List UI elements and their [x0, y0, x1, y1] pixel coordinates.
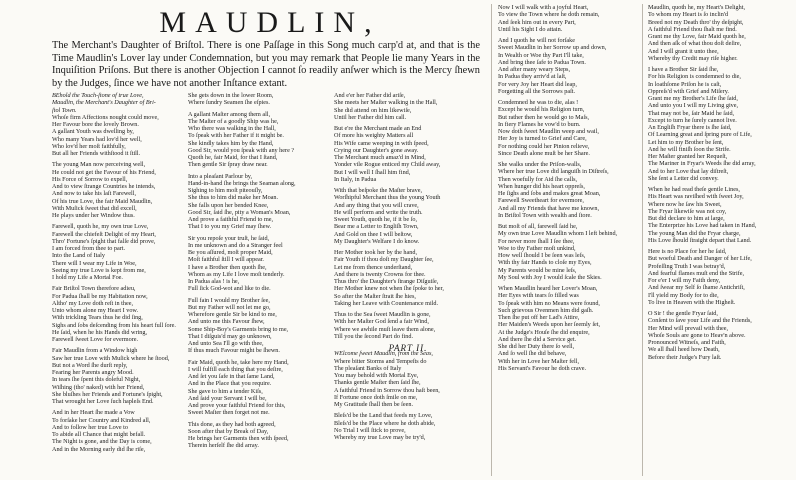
verse-line: Wherefore gentle Sir be kind to me, [188, 311, 277, 318]
verse-line: Until her Father did him call. [334, 113, 407, 121]
verse-line: Oppreſs'd with Grief and Miſery. [648, 87, 729, 95]
verse-line: Thanks gentle Maſter then ſaid ſhe, [334, 379, 421, 387]
verse-line: But my Father will not let me go, [188, 303, 271, 311]
verse-line: My Daughter's Welfare I do know. [334, 237, 420, 245]
verse-line: Fair Youth if thou doſt my Daughter ſee, [334, 256, 434, 264]
verse-line: And ſaid your Servant I will be, [188, 394, 267, 402]
verse-line: But moſt of all, farewell ſaid he, [498, 223, 578, 230]
verse-line: With thy fair Hands to cloſe my Eyes, [498, 259, 592, 267]
verse-line: Who there was walking in the Hall, [188, 125, 276, 132]
verse-line: And he will finiſh ſoon the Strife. [648, 145, 731, 153]
verse-line: In Italy, in Padua [334, 175, 377, 183]
verse-line: I have a Brother Sir ſaid ſhe, [648, 66, 719, 73]
verse-line: We all ſhall heed how Death, [648, 346, 720, 354]
verse-line: With Muſick ſweet that did excell, [52, 204, 137, 212]
verse-line: The Night is gone, and the Day is come, [52, 438, 152, 446]
verse-line: The pleaſant Banks of Italy [334, 364, 402, 372]
verse-line: Be you aſſured, moſt proper Maid, [188, 249, 273, 256]
verse-line: Thus thro' the Daughter's ſtrange Diſguiſe, [334, 278, 439, 285]
verse-line: To whom my Heart is ſo inclin'd [648, 11, 729, 19]
verse-line: Breed not my Death thro' thy deſpight, [648, 18, 744, 26]
verse-line: Now I will walk with a joyful Heart, [498, 4, 589, 11]
verse-column-2 [188, 92, 328, 478]
verse-line: You may behold with Mortal Eye, [334, 372, 419, 379]
verse-line: Let him to my Brother be ſent, [648, 138, 724, 146]
verse-line: And e'er her Father did ariſe, [334, 92, 406, 99]
verse-line: And prove a faithful Friend to me, [188, 216, 274, 223]
verse-line: Her Eyes with tears ſo filled was [498, 292, 579, 300]
verse-line: Farewell Sweetheart for evermore, [498, 197, 584, 205]
verse-line: His Force of Sorrow to expell, [52, 175, 128, 183]
verse-line: No Trial I will ſtick to prove, [334, 426, 406, 434]
verse-line: My own true Love Maudlin whom I left behind, [498, 230, 618, 238]
verse-line: She falls upon her bended Knee, [188, 201, 269, 209]
verse-line: But I will well I ſhall him find, [334, 168, 411, 176]
verse-line: His Wife came weeping in with ſpeed, [334, 139, 429, 147]
verse-line: Except he would his Religion turn, [498, 106, 585, 114]
verse-line: Where ſundry Seamen ſhe eſpies. [188, 99, 270, 107]
verse-line: My Gratitude ſhall then be ſeen. [334, 401, 414, 408]
verse-line: And I quoth he will not forſake [498, 37, 575, 44]
verse-line: But not a Word ſhe durſt reply, [52, 361, 128, 369]
verse-line: Now doth ſweet Maudlin weep and wail, [498, 128, 599, 135]
verse-line: Who many Years had lov'd her well, [52, 135, 142, 143]
verse-line: And now to take his laſt Farewell, [52, 190, 137, 198]
verse-line: Except to turn he ſurely cannot live. [648, 116, 737, 124]
verse-line: In Padua alas ! is he, [188, 278, 240, 285]
verse-line: Condemned he was to die, alas ! [498, 99, 579, 106]
verse-line: Her Mother knew not when ſhe ſpoke to her, [334, 285, 444, 293]
verse-line: Of Learning great and ſpring pure of Life, [648, 131, 752, 139]
verse-line: Then ſhe put off her Lad's Attire, [498, 314, 580, 321]
verse-line: Maudlin, quoth he, my Heart's Delight, [648, 4, 746, 11]
verse-line: And bring thee ſafe to Padua Town. [498, 58, 586, 66]
verse-line: That may not be, ſair Maid he ſaid, [648, 109, 735, 117]
verse-line: ſtol Town. [52, 106, 77, 114]
verse-line: In fiery Flames he vow'd to burn. [498, 120, 581, 128]
verse-line: So after the Maſter ſtrait ſhe hies, [334, 292, 416, 300]
verse-line: Whereby thy Credit may riſe higher. [648, 54, 738, 62]
verse-line: Of his true Love, the fair Maid Maudlin, [52, 197, 153, 205]
verse-line: His Servant's Favour he doth crave. [498, 364, 587, 372]
verse-line: For nothing could her Pinion relieve, [498, 142, 590, 150]
verse-line: She kindly takes him by the Hand, [188, 139, 274, 147]
verse-line: And then aſk of what thou doſt deſire, [648, 40, 742, 48]
verse-line: To ſpeak with her Father if it might be. [188, 132, 284, 140]
verse-line: He will perform and write the truth. [334, 208, 423, 216]
verse-line: Taking her Leave with Countenance mild. [334, 299, 439, 307]
verse-line: The young Man did the Fryar charge, [648, 229, 741, 237]
verse-line: But all her Friends withſtood it ſtill. [52, 150, 141, 157]
verse-line: WElcome ſweet Maudlin, from the Seas, [334, 350, 433, 358]
verse-line: Since Death alone muſt be her Share. [498, 149, 590, 157]
verse-line: She ſent a Letter did convey. [648, 174, 719, 182]
verse-line: Till you the ſecond Part do find. [334, 332, 414, 340]
verse-line: For his Religion is condemned to die, [648, 73, 741, 81]
verse-line: Her Maſter granted her Requeſt, [648, 153, 728, 160]
verse-line: Saw her true Love with Muſick where he ſtood, [52, 354, 170, 362]
verse-line: She did attend on him likewiſe, [334, 106, 412, 114]
verse-line: But rather then he would go to Maſs, [498, 113, 590, 121]
verse-line: Forgetting all the Sorrows paſt. [498, 87, 576, 95]
verse-line: Her Mind will prevail with thee, [648, 324, 729, 332]
verse-line: Bleſs'd be the Land that feeds my Love, [334, 412, 433, 420]
verse-line: Into a pleaſant Parlour by, [188, 172, 253, 180]
verse-line: But did declare to him at large, [648, 215, 725, 222]
verse-line: He could not get the Favour of his Friend, [52, 168, 156, 176]
verse-line: Hand-in-hand ſhe brings the Seaman along, [188, 179, 296, 187]
verse-column-5 [648, 4, 792, 478]
verse-line: She did her Duty there ſo well, [498, 343, 575, 350]
verse-line: Crying our Daughter's gone away. [334, 146, 419, 154]
verse-line: Sweet Maſter then forget not me. [188, 409, 270, 417]
verse-line: She meets her Maſter walking in the Hall, [334, 99, 438, 107]
verse-line: If thus much Favour might be ſhewn. [188, 347, 280, 355]
verse-line: A gallant Maſter among them all, [188, 110, 271, 118]
verse-line: When Maudlin heard her Lover's Moan, [498, 285, 598, 292]
verse-line: Full fain I would my Brother ſee, [188, 296, 270, 304]
verse-line: Moſt faithful ſtill I will appear. [188, 256, 264, 264]
verse-line: Quoth he, fair Maid, for that I ſtand, [188, 154, 278, 161]
verse-line: And to her Love that lay diſtreſt, [648, 167, 729, 175]
verse-column-3 [334, 92, 482, 478]
verse-line: And in her Heart ſhe made a Vow [52, 409, 135, 417]
verse-line: She walks under the Priſon-walls, [498, 161, 582, 168]
verse-line: Fair Maid, quoth he, take here my Hand, [188, 358, 289, 366]
verse-line: The young Man now perceiving well, [52, 161, 146, 169]
verse-line: And ſeek him out in every Part, [498, 18, 576, 26]
verse-line: When he had read theſe gentle Lines, [648, 186, 740, 193]
verse-line: Fearing her Parents angry Mood. [52, 369, 134, 376]
verse-line: Her Maiden's Weeds upon her ſeemly ſet, [498, 321, 601, 329]
verse-line: In tears ſhe ſpent this doleful Night, [52, 376, 141, 384]
verse-line: And fearful flames muſt end the Strife, [648, 269, 745, 277]
verse-line: Farewell ſweet Love for evermore. [52, 336, 139, 343]
verse-line: An Engliſh Fryar there is ſhe ſaid, [648, 124, 732, 131]
verse-line: Maudlin, the Merchant's Daughter of Bri- [52, 99, 156, 107]
verse-line: To ſpeak with him no Means were found, [498, 299, 600, 307]
verse-line: Whoſe Souls are gone to Heav'n above. [648, 331, 746, 339]
verse-line: Farewell, quoth he, my own true Love, [52, 223, 149, 231]
verse-line: Sweet Youth, quoth he, if it be ſo, [334, 216, 418, 223]
verse-line: In Wealth or Woe thy Part I'll take, [498, 51, 584, 59]
verse-line: And there is twenty Crowns for thee. [334, 270, 426, 278]
verse-line: With her in Love her Maſter fell, [498, 357, 580, 365]
verse-line: Conſent to ſave your Life and the Friends, [648, 317, 752, 325]
verse-line: I will fulfill each thing that you deſire, [188, 365, 283, 373]
verse-line: The Fryar likewiſe was not coy, [648, 207, 727, 215]
verse-line: With that beſpoke the Maſter brave, [334, 187, 423, 194]
part-heading: PART II. [388, 343, 428, 353]
verse-line: Her Joy is turned to Grief and Care, [498, 135, 587, 143]
verse-line: Some Ship-Boy's Garments bring to me, [188, 325, 289, 333]
verse-line: How well ſhould I be ſeen was leſs, [498, 252, 586, 259]
verse-line: Full ſick God-wot and like to die. [188, 285, 271, 293]
verse-line: Thus to the Sea ſweet Maudlin is gone, [334, 311, 431, 318]
verse-line: And in the Morning early did ſhe riſe, [52, 445, 146, 453]
verse-line: To abide all Chance that might befall. [52, 431, 146, 438]
verse-line: For e'er I will my Faith deny, [648, 277, 721, 284]
verse-line: The Mariner in Fryar's Weeds ſhe did array, [648, 160, 756, 168]
verse-line: Such grievous Ovenmen him did gaſh. [498, 306, 594, 314]
verse-line: And all my Friends that have me known, [498, 204, 600, 212]
verse-line: When hunger did his heart oppreſs, [498, 182, 585, 190]
verse-line: Soon after that by Break of Day, [188, 427, 269, 435]
verse-line: Profeſſing Truth I was betray'd, [648, 262, 726, 270]
verse-line: In Briſtol Town with wealth and ſtore. [498, 211, 592, 219]
verse-line: Grant me my Brother's Life ſhe ſaid, [648, 95, 738, 102]
verse-line: Unto whom alone my Heart I vow. [52, 307, 139, 314]
verse-line: I'll yield my Body for to die, [648, 291, 719, 299]
verse-line: Yonder vile Rogue enticed my Child away, [334, 161, 441, 169]
verse-line: For Padua ſhall be my Habitation now, [52, 292, 148, 300]
verse-line: She gets down in the lower Room, [188, 92, 274, 99]
verse-line: Who lov'd her moſt faithfully, [52, 142, 126, 150]
verse-line: Fair Maudlin from a Window high [52, 347, 138, 355]
verse-line: Woe to thy Father moſt unkind, [498, 244, 576, 252]
verse-line: Seeing my true Love is kept from me, [52, 266, 146, 274]
verse-line: I am forced from thee to part. [52, 245, 126, 252]
verse-line: Before their Judge's Fury laſt. [648, 353, 722, 361]
verse-line: Therein herſelf ſhe did array. [188, 442, 259, 450]
intro-paragraph: The Merchant's Daughter of Briſtol. There is one Paſſage in this Song much carp'd at, and that is the Time Maudlin's Lover lay under Condemnation, but you may remark that People lie many Years in the Inquiſition Priſons. But there is another Objection I cannot ſo readily anſwer which is the Mercy ſhewn by the Judges, ſince we have not another Inſtance extant. [52, 40, 480, 89]
verse-line: A gallant Youth was dwelling by, [52, 128, 134, 136]
verse-line: A faithful Friend in Sorrow thou haſt been, [334, 386, 440, 394]
verse-line: Where bitter Storms and Tempeſts do [334, 357, 427, 365]
verse-line: And ſo well ſhe did behave, [498, 350, 567, 358]
verse-line: Where now he ſaw his Sweet, [648, 200, 722, 208]
verse-line: Wiſhing (tho' naked) with her Friend, [52, 383, 145, 391]
verse-line: At the Judge's Houſe ſhe did enquire, [498, 328, 590, 336]
verse-line: Whom as my Life I love moſt tenderly. [188, 270, 285, 278]
verse-line: He brings her Garments then with ſpeed, [188, 435, 289, 442]
verse-line: And to follow her true Love to [52, 423, 128, 431]
verse-line: And ſet you ſafe in that ſame Land, [188, 373, 275, 380]
verse-line: Sweet Maudlin in her Sorrow up and down, [498, 44, 607, 52]
verse-line: But e're the Merchant made an End [334, 125, 422, 132]
verse-line: And unto me this Favour ſhew, [188, 318, 265, 326]
verse-line: And any thing that you will crave, [334, 201, 419, 209]
verse-line: My Parents would be mine leſs, [498, 266, 577, 274]
verse-line: O Sir ! the gentle Fryar ſaid, [648, 310, 718, 317]
verse-line: And prove your faithful Friend for this, [188, 402, 286, 409]
verse-line: Thro' Fortune's ſpight that falſe did prove, [52, 237, 156, 245]
verse-line: Where her true Love did languiſh in Diſtreſs, [498, 168, 609, 176]
verse-line: If Fortune once doth ſmile on me, [334, 393, 418, 401]
verse-line: Until his Sight I do attain. [498, 25, 563, 33]
verse-line: Whereby my true Love may be try'd, [334, 434, 426, 441]
verse-line: The Enterprize his Love had taken in Hand, [648, 222, 757, 230]
verse-line: And after many weary Steps, [498, 66, 570, 73]
verse-line: His Love ſhould ſtraight depart that Land. [648, 236, 752, 244]
verse-line: Sighs and ſobs deſcending from his heart full ſore. [52, 321, 176, 329]
verse-line: Then gentle Sir ſpray draw near. [188, 161, 268, 169]
verse-line: Bleſs'd be the Place where he doth abide, [334, 419, 436, 427]
verse-line: To view the Town where he doth remain, [498, 11, 600, 19]
verse-line: His Heart was raviſhed with ſweet Joy, [648, 193, 744, 201]
verse-line: He ſighs and ſobs and makes great Moan, [498, 190, 601, 197]
verse-line: The Merchant much amaz'd in Mind, [334, 154, 426, 161]
verse-line: To forſake her Country and Kindred all, [52, 416, 151, 424]
verse-line: Good Sir, ſaid ſhe, pity a Woman's Moan, [188, 208, 291, 216]
verse-line: Her Mother took her by the hand, [334, 249, 417, 256]
verse-line: There will I wear my Life in Woe, [52, 259, 137, 267]
verse-line: BEhold the Touch-ſtone of true Love, [52, 92, 144, 99]
verse-line: That wrought her Love ſuch hapleſs End. [52, 398, 154, 405]
verse-line: Here is no Place for her he ſaid, [648, 248, 727, 255]
verse-line: Her Favour bore the lovely Brown. [52, 121, 139, 128]
verse-line: Grant me thy Love, fair Maid quoth he, [648, 33, 746, 40]
verse-line: She gave to him a tender Kiſs, [188, 387, 263, 395]
verse-line: Then woefully for Aid ſhe calls, [498, 175, 578, 183]
verse-line: That I to you my Grief may ſhew. [188, 223, 272, 231]
verse-line: Into the Land of Italy [52, 252, 105, 260]
verse-line: And in the Place that you require. [188, 380, 272, 388]
verse-line: Let me from thence underſtand, [334, 263, 413, 271]
verse-line: Pronounced Witneſs, and Faith, [648, 339, 726, 346]
verse-line: This done, as they had both agreed, [188, 420, 276, 428]
column-divider [491, 4, 492, 476]
verse-line: I hold my Life a Mortal Foe. [52, 274, 123, 281]
verse-line: And Gold on thee I will beſtow, [334, 230, 413, 238]
verse-line: My Soul with Joy I would ſcale the Skies. [498, 273, 602, 281]
verse-line: For never more ſhall I ſee thee, [498, 237, 575, 245]
page-title: MAUDLIN, [159, 6, 381, 39]
verse-line: He plays under her Window thus. [52, 212, 135, 219]
verse-line: Whoſe firm Affections nought could move, [52, 113, 159, 121]
verse-line: Farewell the chiefeſt Delight of my Heart, [52, 230, 156, 238]
verse-line: To live in Heaven with the Higheſt. [648, 298, 736, 306]
verse-line: Where we awhile muſt leave them alone, [334, 325, 436, 333]
verse-line: And there ſhe did a Service get. [498, 335, 577, 343]
verse-column-4 [498, 4, 638, 478]
verse-line: And ſwear my Self ſo ſhame Antichriſt, [648, 284, 745, 292]
verse-line: Of more his weighty Matters all [334, 132, 414, 140]
verse-line: For very Joy her Heart did leap, [498, 80, 577, 88]
verse-line: With trickling Tears thus he did ſing, [52, 314, 143, 322]
verse-line: I have a Brother then quoth ſhe, [188, 263, 267, 271]
verse-line: And unto you I will my Living give, [648, 102, 739, 110]
verse-line: That I diſguis'd may go unknown, [188, 332, 272, 340]
verse-line: Sir you repoſe your truſt, he ſaid, [188, 234, 270, 242]
verse-line: She bluſhes her Friends and Fortune's ſpight, [52, 390, 163, 398]
verse-line: In Padua they arriv'd at laſt, [498, 73, 567, 81]
verse-column-1 [52, 92, 184, 478]
verse-line: He ſaid, when he his Hands did wring, [52, 328, 148, 336]
verse-line: Sighing to him moſt piteouſly, [188, 187, 263, 194]
verse-line: Worſhipful Merchant thus the young Youth [334, 194, 441, 202]
verse-line: But woeful Death and Danger of her Life, [648, 255, 752, 263]
verse-line: Bear me a Letter to Engliſh Town, [334, 223, 419, 231]
verse-line: Altho' my Love doth reſt in thee, [52, 299, 134, 307]
verse-line: Fair Briſtol Town therefore adieu, [52, 285, 136, 293]
column-divider [642, 4, 643, 476]
verse-line: And I will grant it unto thee, [648, 47, 719, 55]
verse-line: She thus to him did make her Moan. [188, 194, 279, 202]
verse-line: And to view ſtrange Countries he intends, [52, 183, 156, 190]
verse-line: In me unknown and do a Stranger feel [188, 241, 283, 249]
verse-line: The Maſter of a goodly Ship was he, [188, 117, 279, 125]
verse-line: A faithful Friend thou ſhalt me find. [648, 25, 737, 33]
verse-line: Good Sir, would you ſpeak with any here ? [188, 146, 295, 154]
verse-line: In loathſome Priſon he is caſt, [648, 80, 722, 88]
verse-line: And unto Sea I'll go with thee, [188, 340, 264, 347]
verse-line: With her Maſter God ſend a fair Wind, [334, 318, 429, 326]
